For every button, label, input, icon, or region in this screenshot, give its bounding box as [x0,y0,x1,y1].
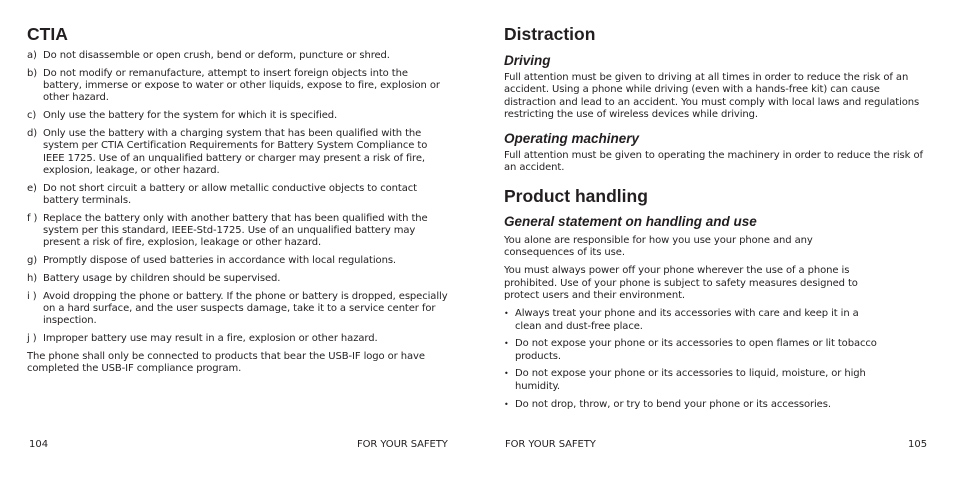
list-marker: g) [27,255,38,267]
left-column [27,24,449,376]
right-column [504,24,924,416]
list-item [27,50,449,62]
page-number-right: 105 [908,439,928,450]
footer-section-label-right: FOR YOUR SAFETY [505,439,596,450]
list-item-text: Always treat your phone and its accessories with care and keep it in a clean and dust-free place. [515,308,859,332]
list-marker: c) [27,110,37,122]
list-item [504,399,884,411]
list-marker: f ) [27,212,38,224]
driving-heading: Driving [504,53,551,68]
list-item [27,333,449,345]
list-item-text: Do not modify or remanufacture, attempt to insert foreign objects into the battery, immerse or expose to water or other liquids, expose to fire, explosion or other hazard. [43,67,440,104]
driving-text: Full attention must be given to driving at all times in order to reduce the risk of an accident. Using a phone while driving (even with a hands-free kit) can cause distraction and lead to an accident. You must comply with local laws and regulations restricting the use of wireless devices while driving. [504,72,920,120]
list-item-text: Do not expose your phone or its accessories to liquid, moisture, or high humidity. [515,368,866,392]
list-marker: e) [27,182,37,194]
list-item [27,291,449,328]
list-item-text: Battery usage by children should be supervised. [43,272,281,284]
responsibility-text: You alone are responsible for how you use your phone and any consequences of its use. [504,234,813,259]
list-item-text: Do not short circuit a battery or allow metallic conductive objects to contact battery terminals. [43,182,417,206]
list-item [504,338,884,363]
list-item-text: Improper battery use may result in a fire, explosion or other hazard. [43,333,378,345]
list-item [27,183,449,208]
list-item-text: Do not disassemble or open crush, bend or deform, puncture or shred. [43,50,390,61]
general-statement-heading: General statement on handling and use [504,213,757,229]
list-item-text: Replace the battery only with another battery that has been qualified with the system per this standard, IEEE-Std-1725. Use of an unqualified battery may present a risk of fire, explosion, leakage or other hazard. [43,212,428,249]
ctia-heading: CTIA [27,24,68,44]
footer-section-label-left: FOR YOUR SAFETY [357,439,448,450]
list-item-text: Only use the battery for the system for which it is specified. [43,110,338,122]
distraction-heading: Distraction [504,24,596,44]
list-item [27,273,449,285]
list-item [27,110,449,122]
list-item [27,68,449,105]
bullet-icon: • [504,309,509,319]
machinery-text: Full attention must be given to operating the machinery in order to reduce the risk of an accident. [504,150,923,174]
list-marker: i ) [27,290,37,302]
list-item-text: Do not expose your phone or its accessories to open flames or lit tobacco products. [515,338,877,362]
list-marker: b) [27,67,38,79]
list-item [27,128,449,177]
right-page [477,0,954,477]
list-item-text: Do not drop, throw, or try to bend your phone or its accessories. [515,398,831,410]
page-number-left: 104 [29,439,49,450]
list-marker: h) [27,272,38,284]
power-off-text: You must always power off your phone wherever the use of a phone is prohibited. Use of your phone is subject to safety measures designed to protect users and their environment. [504,265,858,301]
list-marker: j ) [27,333,37,345]
list-item-text: Only use the battery with a charging system that has been qualified with the system per CTIA Certification Requirements for Battery System Compliance to IEEE 1725. Use of an unqualified battery or charger may present a risk of fire, explosion, leakage, or other hazard. [43,127,428,176]
list-item [504,368,884,393]
operating-machinery-heading: Operating machinery [504,131,640,147]
product-handling-heading: Product handling [504,185,648,206]
list-item [27,213,449,250]
list-item-text: Avoid dropping the phone or battery. If the phone or battery is dropped, especially on a hard surface, and the user suspects damage, take it to a service center for inspection. [43,290,448,327]
list-item [27,255,449,267]
bullet-icon: • [504,339,509,349]
ctia-list [27,50,449,345]
bullet-icon: • [504,369,509,379]
handling-bullet-list [504,308,884,411]
list-marker: d) [27,127,38,139]
usb-if-note: The phone shall only be connected to products that bear the USB-IF logo or have completed the USB-IF compliance program. [27,350,425,375]
list-item-text: Promptly dispose of used batteries in accordance with local regulations. [43,255,397,267]
bullet-icon: • [504,399,509,409]
list-item [504,308,884,333]
list-marker: a) [27,50,37,61]
